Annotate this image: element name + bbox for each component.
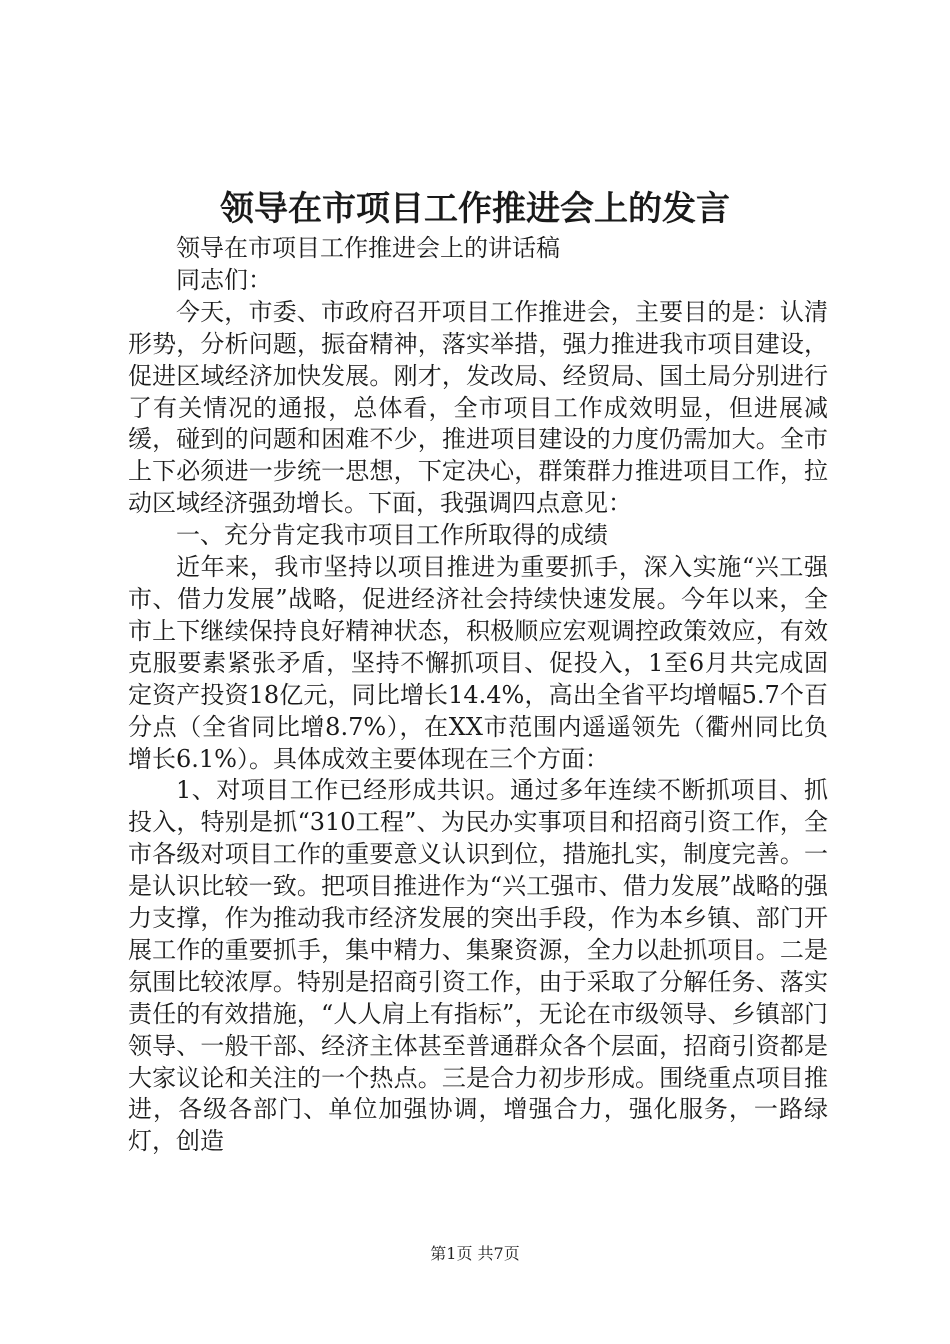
document-body — [128, 233, 828, 1158]
page-number-footer: 第1页 共7页 — [430, 1244, 520, 1263]
salutation-paragraph: 同志们： — [176, 265, 272, 294]
body-paragraph: 1、对项目工作已经形成共识。通过多年连续不断抓项目、抓投入，特别是抓“310工程”、为民办实事项目和招商引资工作，全市各级对项目工作的重要意义认识到位，措施扎实，制度完善。一是认识比较一致。把项目推进作为“兴工强市、借力发展”战略的强力支撑，作为推动我市经济发展的突出手段，作为本乡镇、部门开展工作的重要抓手，集中精力、集聚资源，全力以赴抓项目。二是氛围比较浓厚。特别是招商引资工作，由于采取了分解任务、落实责任的有效措施，“人人肩上有指标”，无论在市级领导、乡镇部门领导、一般干部、经济主体甚至普通群众各个层面，招商引资都是大家议论和关注的一个热点。三是合力初步形成。围绕重点项目推进，各级各部门、单位加强协调，增强合力，强化服务，一路绿灯，创造 — [128, 776, 828, 1156]
subtitle-paragraph: 领导在市项目工作推进会上的讲话稿 — [176, 234, 560, 262]
body-paragraph: 近年来，我市坚持以项目推进为重要抓手，深入实施“兴工强市、借力发展”战略，促进经济社会持续快速发展。今年以来，全市上下继续保持良好精神状态，积极顺应宏观调控政策效应，有效克服要素紧张矛盾，坚持不懈抓项目、促投入，1至6月共完成固定资产投资18亿元，同比增长14.4%，高出全省平均增幅5.7个百分点（全省同比增8.7%），在XX市范围内遥遥领先（衢州同比负增长6.1%）。具体成效主要体现在三个方面： — [128, 553, 828, 773]
section-heading: 一、充分肯定我市项目工作所取得的成绩 — [176, 521, 608, 550]
intro-paragraph: 今天，市委、市政府召开项目工作推进会，主要目的是：认清形势，分析问题，振奋精神，落实举措，强力推进我市项目建设，促进区域经济加快发展。刚才，发改局、经贸局、国土局分别进行了有关情况的通报，总体看，全市项目工作成效明显，但进展减缓，碰到的问题和困难不少，推进项目建设的力度仍需加大。全市上下必须进一步统一思想，下定决心，群策群力推进项目工作，拉动区域经济强劲增长。下面，我强调四点意见： — [128, 297, 828, 518]
document-title: 领导在市项目工作推进会上的发言 — [220, 189, 730, 229]
